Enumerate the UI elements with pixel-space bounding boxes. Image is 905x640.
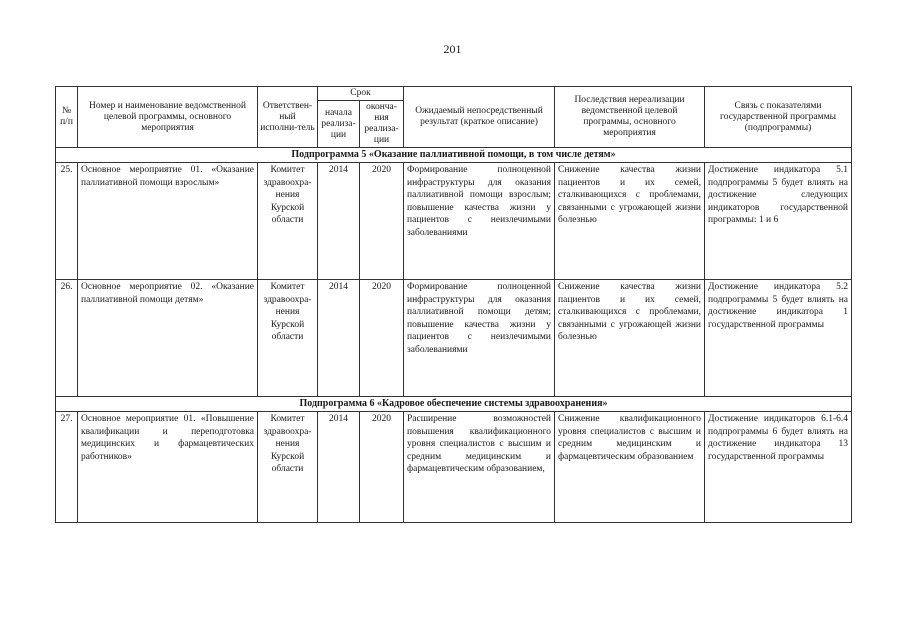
header-num: № п/п [56, 87, 78, 148]
row-responsible: Комитет здравоохра-нения Курской области [258, 280, 318, 397]
row-consequences: Снижение качества жизни пациентов и их семей, сталкивающихся с проблемами, связанными с угрожающей жизни болезнью [555, 280, 705, 397]
table-row [56, 280, 852, 397]
row-link: Достижение индикаторов 6.1-6.4 подпрограммы 6 будет влиять на достижение индикатора 13 государственной программы [705, 412, 852, 523]
activities-table [55, 86, 852, 523]
header-name: Номер и наименование ведомственной целевой программы, основного мероприятия [78, 87, 258, 148]
row-start-year: 2014 [318, 412, 360, 523]
header-responsible: Ответствен-ный исполни-тель [258, 87, 318, 148]
page-number: 201 [443, 42, 462, 56]
row-start-year: 2014 [318, 163, 360, 280]
header-link: Связь с показателями государственной программы (подпрограммы) [705, 87, 852, 148]
table-body [56, 148, 852, 523]
row-link: Достижение индикатора 5.1 подпрограммы 5 будет влиять на достижение следующих индикаторов государственной программы: 1 и 6 [705, 163, 852, 280]
table-row [56, 163, 852, 280]
row-name: Основное мероприятие 01. «Повышение квалификации и переподготовка медицинских и фармацевтических работников» [78, 412, 258, 523]
row-end-year: 2020 [360, 163, 404, 280]
subprogram-title: Подпрограмма 6 «Кадровое обеспечение системы здравоохранения» [56, 397, 852, 412]
row-consequences: Снижение качества жизни пациентов и их семей, сталкивающихся с проблемами, связанными с угрожающей жизни болезнью [555, 163, 705, 280]
subprogram-row [56, 397, 852, 412]
table-row [56, 412, 852, 523]
subprogram-row [56, 148, 852, 163]
row-responsible: Комитет здравоохра-нения Курской области [258, 412, 318, 523]
header-term-start: начала реализа-ции [318, 101, 360, 148]
header-result: Ожидаемый непосредственный результат (краткое описание) [404, 87, 555, 148]
row-result: Формирование полноценной инфраструктуры для оказания паллиативной помощи детям; повышение качества жизни у пациентов с неизлечимыми заболеваниями [404, 280, 555, 397]
row-name: Основное мероприятие 01. «Оказание паллиативной помощи взрослым» [78, 163, 258, 280]
row-link: Достижение индикатора 5.2 подпрограммы 5 будет влиять на достижение индикатора 1 государственной программы [705, 280, 852, 397]
row-start-year: 2014 [318, 280, 360, 397]
header-term: Срок [318, 87, 404, 101]
row-num: 25. [56, 163, 78, 280]
row-name: Основное мероприятие 02. «Оказание паллиативной помощи детям» [78, 280, 258, 397]
row-responsible: Комитет здравоохра-нения Курской области [258, 163, 318, 280]
row-result: Формирование полноценной инфраструктуры для оказания паллиативной помощи взрослым; повышение качества жизни у пациентов с неизлечимыми заболеваниями [404, 163, 555, 280]
row-result: Расширение возможностей повышения квалификационного уровня специалистов с высшим и средним медицинским и фармацевтическим образованием, [404, 412, 555, 523]
table-header [56, 87, 852, 148]
row-end-year: 2020 [360, 412, 404, 523]
row-consequences: Снижение квалификационного уровня специалистов с высшим и средним медицинским и фармацевтическим образованием [555, 412, 705, 523]
row-num: 27. [56, 412, 78, 523]
header-consequences: Последствия нереализации ведомственной целевой программы, основного мероприятия [555, 87, 705, 148]
header-term-end: оконча-ния реализа-ции [360, 101, 404, 148]
row-end-year: 2020 [360, 280, 404, 397]
row-num: 26. [56, 280, 78, 397]
subprogram-title: Подпрограмма 5 «Оказание паллиативной помощи, в том числе детям» [56, 148, 852, 163]
